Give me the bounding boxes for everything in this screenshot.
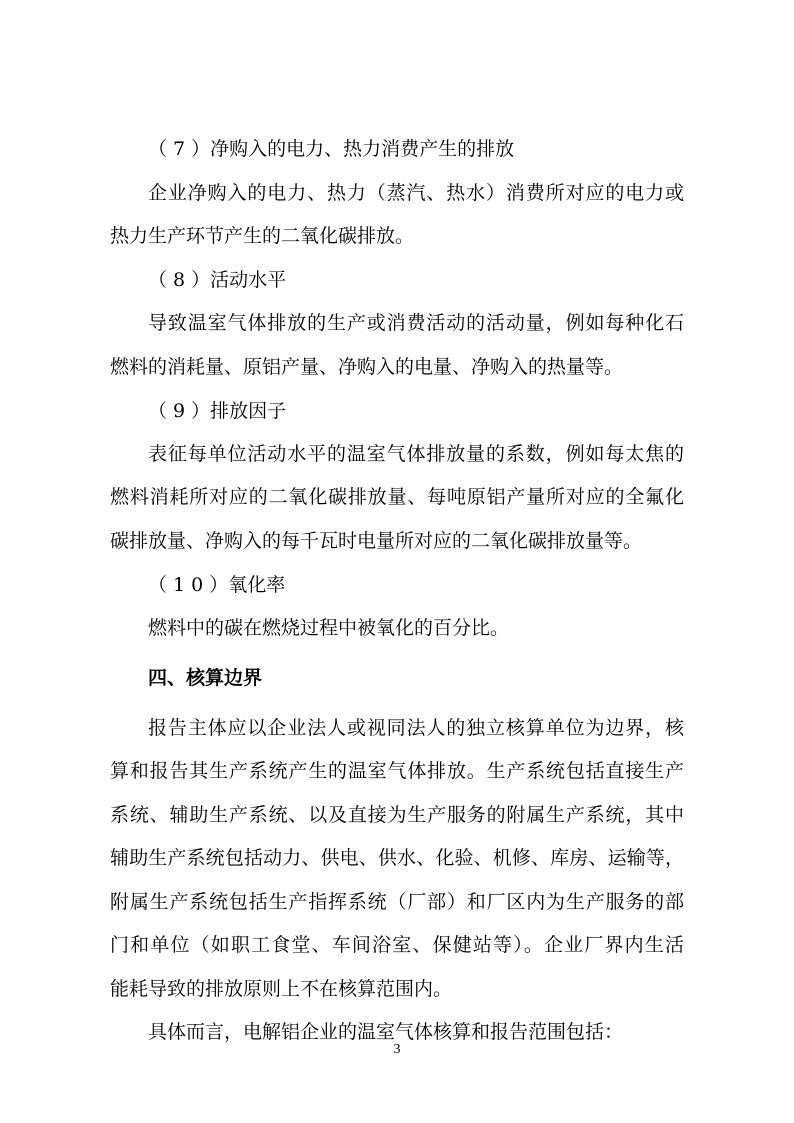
paragraph-9-line-2: 燃料消耗所对应的二氧化碳排放量、每吨原铝产量所对应的全氟化 <box>110 486 684 508</box>
subsection-heading-10: （ 1 0 ）氧化率 <box>148 574 286 596</box>
paragraph-boundary-line-7: 能耗导致的排放原则上不在核算范围内。 <box>110 978 453 1000</box>
paragraph-8-line-2: 燃料的消耗量、原铝产量、净购入的电量、净购入的热量等。 <box>110 356 624 378</box>
page-number: 3 <box>393 1042 401 1057</box>
paragraph-7-line-1: 企业净购入的电力、热力（蒸汽、热水）消费所对应的电力或 <box>148 182 684 204</box>
paragraph-boundary-line-6: 门和单位（如职工食堂、车间浴室、保健站等）。企业厂界内生活 <box>110 934 684 956</box>
paragraph-boundary-line-5: 附属生产系统包括生产指挥系统（厂部）和厂区内为生产服务的部 <box>110 891 684 913</box>
paragraph-9-line-3: 碳排放量、净购入的每千瓦时电量所对应的二氧化碳排放量等。 <box>110 530 643 552</box>
paragraph-9-line-1: 表征每单位活动水平的温室气体排放量的系数，例如每太焦的 <box>148 443 684 465</box>
subsection-heading-8: （ 8 ）活动水平 <box>148 269 287 291</box>
paragraph-boundary-line-1: 报告主体应以企业法人或视同法人的独立核算单位为边界，核 <box>148 717 684 739</box>
paragraph-boundary-line-3: 系统、辅助生产系统、以及直接为生产服务的附属生产系统，其中 <box>110 804 684 826</box>
section-heading-4: 四、核算边界 <box>148 667 263 689</box>
subsection-heading-7: （ 7 ）净购入的电力、热力消费产生的排放 <box>148 138 515 160</box>
paragraph-10-line-1: 燃料中的碳在燃烧过程中被氧化的百分比。 <box>148 617 510 639</box>
subsection-heading-9: （ 9 ）排放因子 <box>148 400 287 422</box>
paragraph-boundary-line-2: 算和报告其生产系统产生的温室气体排放。生产系统包括直接生产 <box>110 760 684 782</box>
paragraph-7-line-2: 热力生产环节产生的二氧化碳排放。 <box>110 225 415 247</box>
paragraph-boundary-line-4: 辅助生产系统包括动力、供电、供水、化验、机修、库房、运输等， <box>110 847 684 869</box>
paragraph-scope-line-1: 具体而言，电解铝企业的温室气体核算和报告范围包括： <box>148 1021 624 1043</box>
paragraph-8-line-1: 导致温室气体排放的生产或消费活动的活动量，例如每种化石 <box>148 312 684 334</box>
